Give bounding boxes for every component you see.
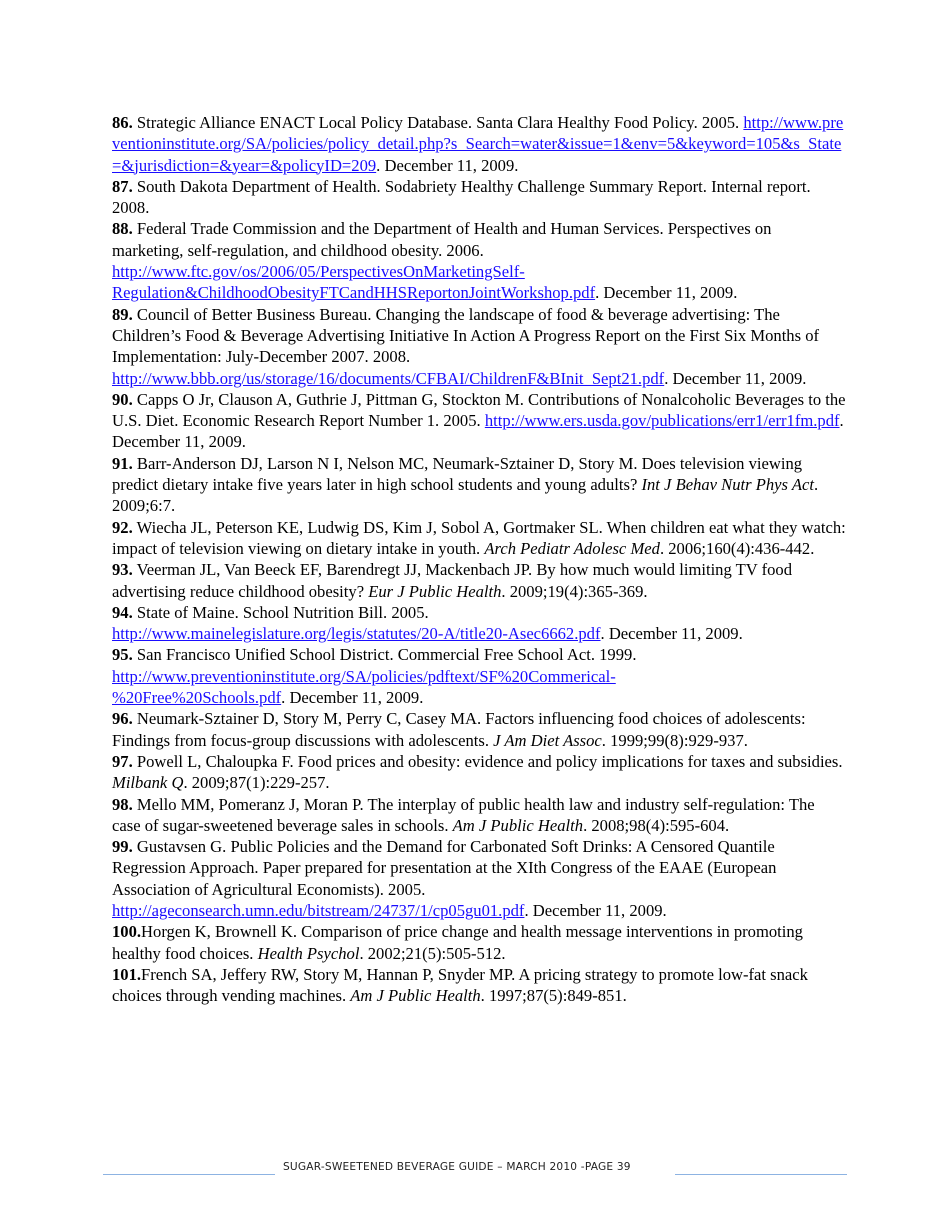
reference-item xyxy=(112,644,847,708)
reference-text: Federal Trade Commission and the Department of Health and Human Services. Perspectives on marketing, self-regulation, and childhood obesity. 2006. xyxy=(112,219,772,260)
reference-text: State of Maine. School Nutrition Bill. 2005. xyxy=(132,602,429,622)
reference-number: 100. xyxy=(112,922,142,942)
reference-text: Neumark-Sztainer D, Story M, Perry C, Casey MA. Factors influencing food choices of adolescents: Findings from focus-group discussions with adolescents. xyxy=(112,709,806,750)
reference-item xyxy=(112,751,847,794)
reference-number: 92. xyxy=(112,517,133,537)
reference-text: Council of Better Business Bureau. Changing the landscape of food & beverage advertising: The Children’s Food & Beverage Advertising Initiative In Action A Progress Report on the First Six Months of Implementation: July-December 2007. 2008. xyxy=(112,304,820,367)
reference-text: Powell L, Chaloupka F. Food prices and obesity: evidence and policy implications for taxes and subsidies. xyxy=(132,751,843,771)
reference-text: . 1997;87(5):849-851. xyxy=(480,986,627,1006)
footer-rule-right xyxy=(675,1174,847,1175)
reference-item xyxy=(112,112,847,176)
reference-item xyxy=(112,964,847,1007)
reference-text: . December 11, 2009. xyxy=(376,155,519,175)
reference-text: . 2009;87(1):229-257. xyxy=(183,773,330,793)
footer-rule-left xyxy=(103,1174,275,1175)
journal-title: Eur J Public Health xyxy=(368,581,502,601)
reference-number: 88. xyxy=(112,219,133,239)
journal-title: Int J Behav Nutr Phys Act xyxy=(641,475,814,495)
reference-text: . December 11, 2009. xyxy=(600,624,743,644)
reference-number: 97. xyxy=(112,751,133,771)
reference-item xyxy=(112,304,847,389)
journal-title: Am J Public Health xyxy=(452,815,584,835)
reference-item xyxy=(112,176,847,219)
reference-link[interactable]: http://ageconsearch.umn.edu/bitstream/24737/1/cp05gu01.pdf xyxy=(112,900,525,920)
journal-title: J Am Diet Assoc xyxy=(493,730,602,750)
journal-title: Am J Public Health xyxy=(350,986,481,1006)
reference-number: 90. xyxy=(112,389,133,409)
reference-item xyxy=(112,794,847,837)
reference-text: . December 11, 2009. xyxy=(595,283,738,303)
reference-text: French SA, Jeffery RW, Story M, Hannan P, Snyder MP. A pricing strategy to promote low-fat snack choices through vending machines. xyxy=(112,964,808,1006)
reference-number: 86. xyxy=(112,113,133,132)
reference-text: South Dakota Department of Health. Sodabriety Healthy Challenge Summary Report. Internal report. 2008. xyxy=(112,176,811,218)
reference-text: Veerman JL, Van Beeck EF, Barendregt JJ, Mackenbach JP. By how much would limiting TV food advertising reduce childhood obesity? xyxy=(112,560,793,601)
reference-text: . December 11, 2009. xyxy=(281,688,424,708)
reference-item xyxy=(112,453,847,517)
reference-item xyxy=(112,559,847,602)
reference-text: . December 11, 2009. xyxy=(112,411,844,452)
journal-title: Health Psychol xyxy=(257,943,360,963)
reference-number: 91. xyxy=(112,453,133,473)
reference-text: . 2006;160(4):436-442. xyxy=(659,538,815,558)
reference-text: Capps O Jr, Clauson A, Guthrie J, Pittman G, Stockton M. Contributions of Nonalcoholic Beverages to the U.S. Diet. Economic Research Report Number 1. 2005. xyxy=(112,389,846,431)
reference-link[interactable]: http://www.mainelegislature.org/legis/statutes/20-A/title20-Asec6662.pdf xyxy=(112,624,601,644)
reference-text: . December 11, 2009. xyxy=(664,368,807,388)
reference-item xyxy=(112,389,847,453)
reference-text: . 2002;21(5):505-512. xyxy=(359,943,506,963)
reference-link[interactable]: http://www.preventioninstitute.org/SA/policies/policy_detail.php?s_Search=water&issue=1&env=5&keyword=105&s_State=&jurisdiction=&year=&policyID=209 xyxy=(112,113,844,175)
reference-link[interactable]: http://www.bbb.org/us/storage/16/documents/CFBAI/ChildrenF&BInit_Sept21.pdf xyxy=(112,368,665,388)
reference-text: Wiecha JL, Peterson KE, Ludwig DS, Kim J, Sobol A, Gortmaker SL. When children eat what they watch: impact of television viewing on dietary intake in youth. xyxy=(112,517,846,558)
reference-item xyxy=(112,921,847,964)
reference-text: . 2009;6:7. xyxy=(112,475,819,516)
reference-text: . December 11, 2009. xyxy=(524,900,667,920)
reference-item xyxy=(112,708,847,751)
reference-item xyxy=(112,218,847,303)
reference-link[interactable]: http://www.preventioninstitute.org/SA/policies/pdftext/SF%20Commerical- %20Free%20Schools.pdf xyxy=(112,666,616,708)
reference-text: Horgen K, Brownell K. Comparison of price change and health message interventions in promoting healthy food choices. xyxy=(112,922,803,963)
journal-title: Milbank Q xyxy=(112,773,184,793)
reference-text: Barr-Anderson DJ, Larson N I, Nelson MC, Neumark-Sztainer D, Story M. Does television viewing predict dietary intake five years later in high school students and young adults? xyxy=(112,453,803,495)
reference-link[interactable]: http://www.ftc.gov/os/2006/05/PerspectivesOnMarketingSelf- Regulation&ChildhoodObesityFTCandHHSReportonJointWorkshop.pdf xyxy=(112,262,596,303)
reference-number: 95. xyxy=(112,645,133,665)
reference-number: 89. xyxy=(112,304,133,324)
reference-text: Strategic Alliance ENACT Local Policy Database. Santa Clara Healthy Food Policy. 2005. xyxy=(132,113,744,132)
reference-link[interactable]: http://www.ers.usda.gov/publications/err1/err1fm.pdf xyxy=(484,411,840,431)
journal-title: Arch Pediatr Adolesc Med xyxy=(484,538,660,558)
reference-list xyxy=(112,112,847,1006)
reference-number: 99. xyxy=(112,837,133,857)
reference-item xyxy=(112,517,847,560)
footer-text: SUGAR-SWEETENED BEVERAGE GUIDE – MARCH 2010 -PAGE 39 xyxy=(283,1161,631,1173)
reference-text: Mello MM, Pomeranz J, Moran P. The interplay of public health law and industry self-regulation: The case of sugar-sweetened beverage sales in schools. xyxy=(112,794,815,835)
reference-number: 101. xyxy=(112,964,142,984)
reference-text: . 1999;99(8):929-937. xyxy=(601,730,748,750)
reference-text: Gustavsen G. Public Policies and the Demand for Carbonated Soft Drinks: A Censored Quantile Regression Approach. Paper prepared for presentation at the XIth Congress of the EAAE (European Association of Agricultural Economists). 2005. xyxy=(112,837,777,899)
reference-text: San Francisco Unified School District. Commercial Free School Act. 1999. xyxy=(132,645,637,665)
reference-item xyxy=(112,602,847,645)
reference-number: 87. xyxy=(112,176,133,196)
reference-number: 96. xyxy=(112,709,133,729)
reference-number: 98. xyxy=(112,794,133,814)
reference-text: . 2008;98(4):595-604. xyxy=(583,815,730,835)
reference-number: 93. xyxy=(112,560,133,580)
reference-item xyxy=(112,836,847,921)
page-footer xyxy=(103,1160,847,1200)
reference-number: 94. xyxy=(112,602,133,622)
reference-text: . 2009;19(4):365-369. xyxy=(501,581,648,601)
